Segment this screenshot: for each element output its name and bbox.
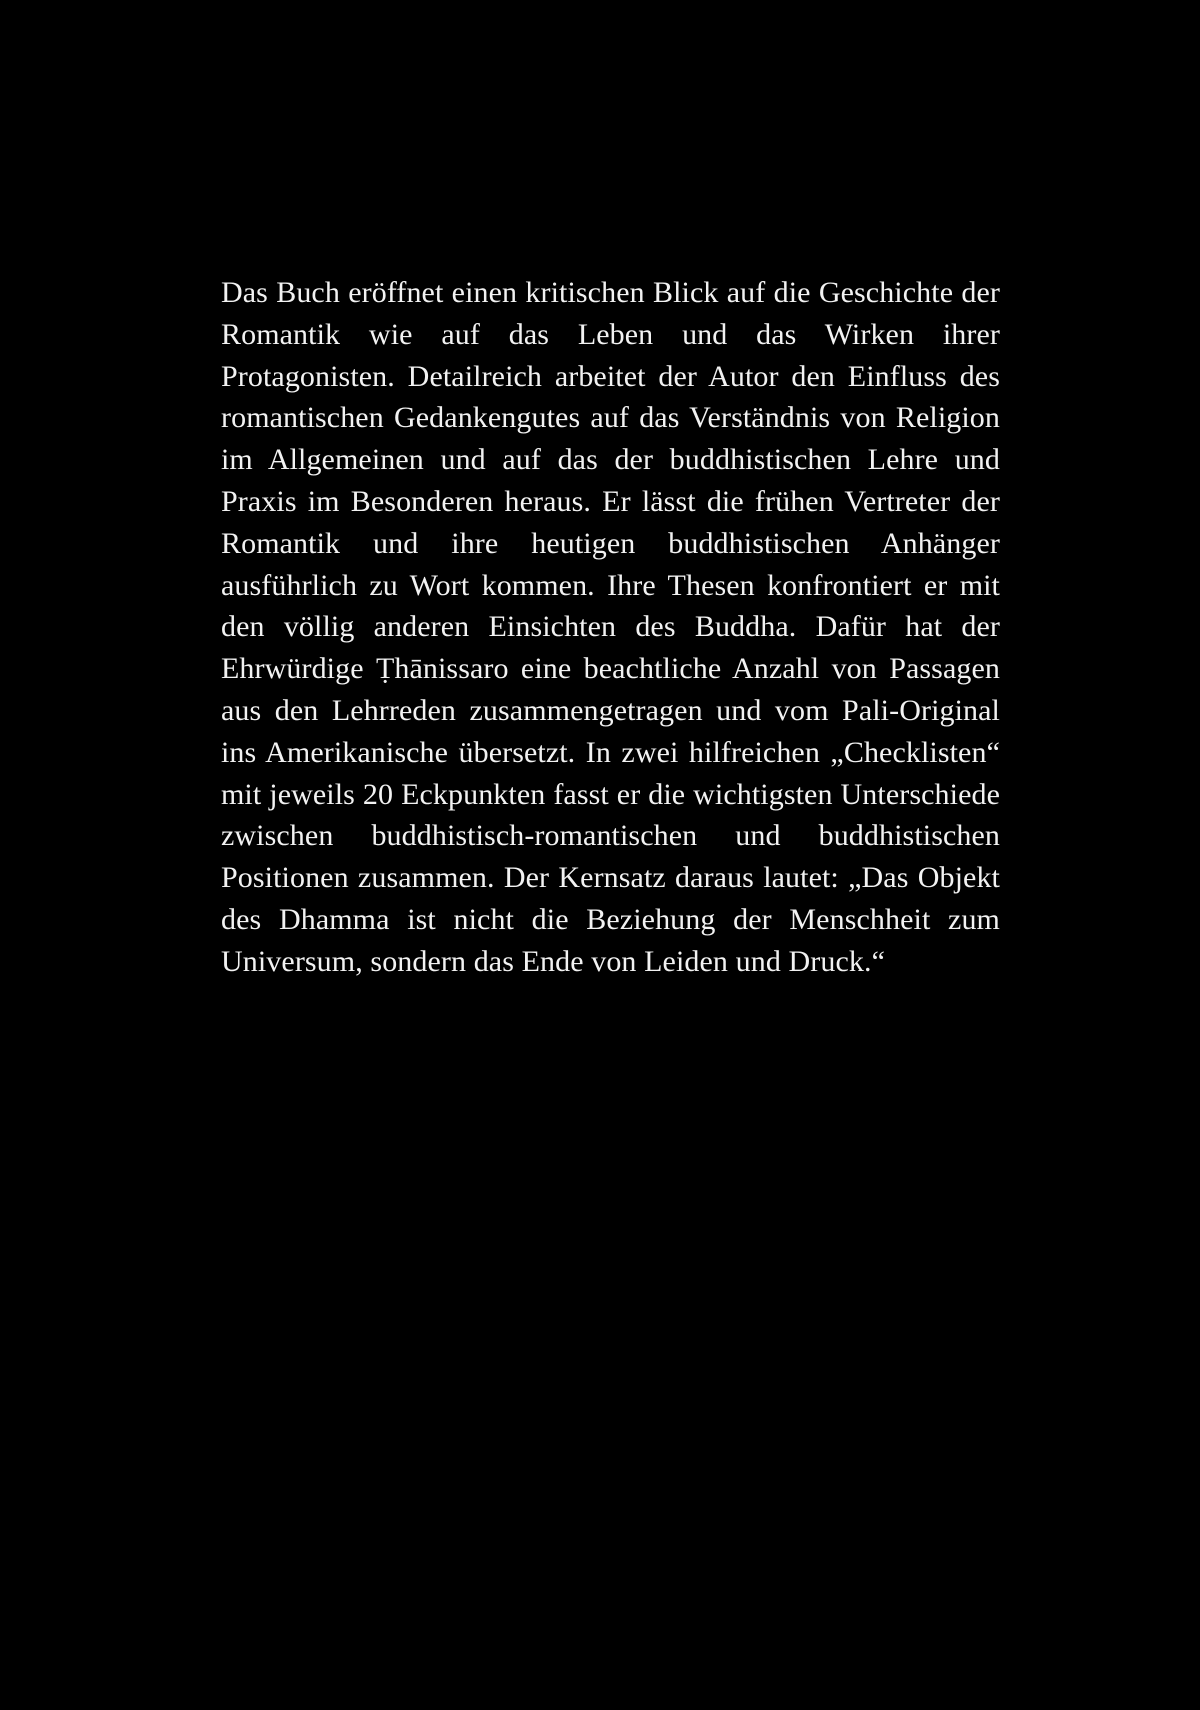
blurb-paragraph: Das Buch eröffnet einen kritischen Blick auf die Geschichte der Romantik wie auf das Leben und das Wirken ihrer Protagonisten. Detailreich arbeitet der Autor den Einfluss des romantischen Gedankengutes auf das Verständnis von Religion im Allgemeinen und auf das der buddhistischen Lehre und Praxis im Besonderen heraus. Er lässt die frühen Vertreter der Romantik und ihre heutigen buddhistischen Anhänger ausführlich zu Wort kommen. Ihre Thesen konfrontiert er mit den völlig anderen Einsichten des Buddha. Dafür hat der Ehrwürdige Ṭhānissaro eine beachtliche Anzahl von Passagen aus den Lehrreden zusammengetragen und vom Pali-Original ins Amerikanische übersetzt. In zwei hilfreichen „Checklisten“ mit jeweils 20 Eckpunkten fasst er die wichtigsten Unterschiede zwischen buddhistisch-romantischen und buddhistischen Positionen zusammen. Der Kernsatz daraus lautet: „Das Objekt des Dhamma ist nicht die Beziehung der Menschheit zum Universum, sondern das Ende von Leiden und Druck.“ xyxy=(221,276,1000,978)
